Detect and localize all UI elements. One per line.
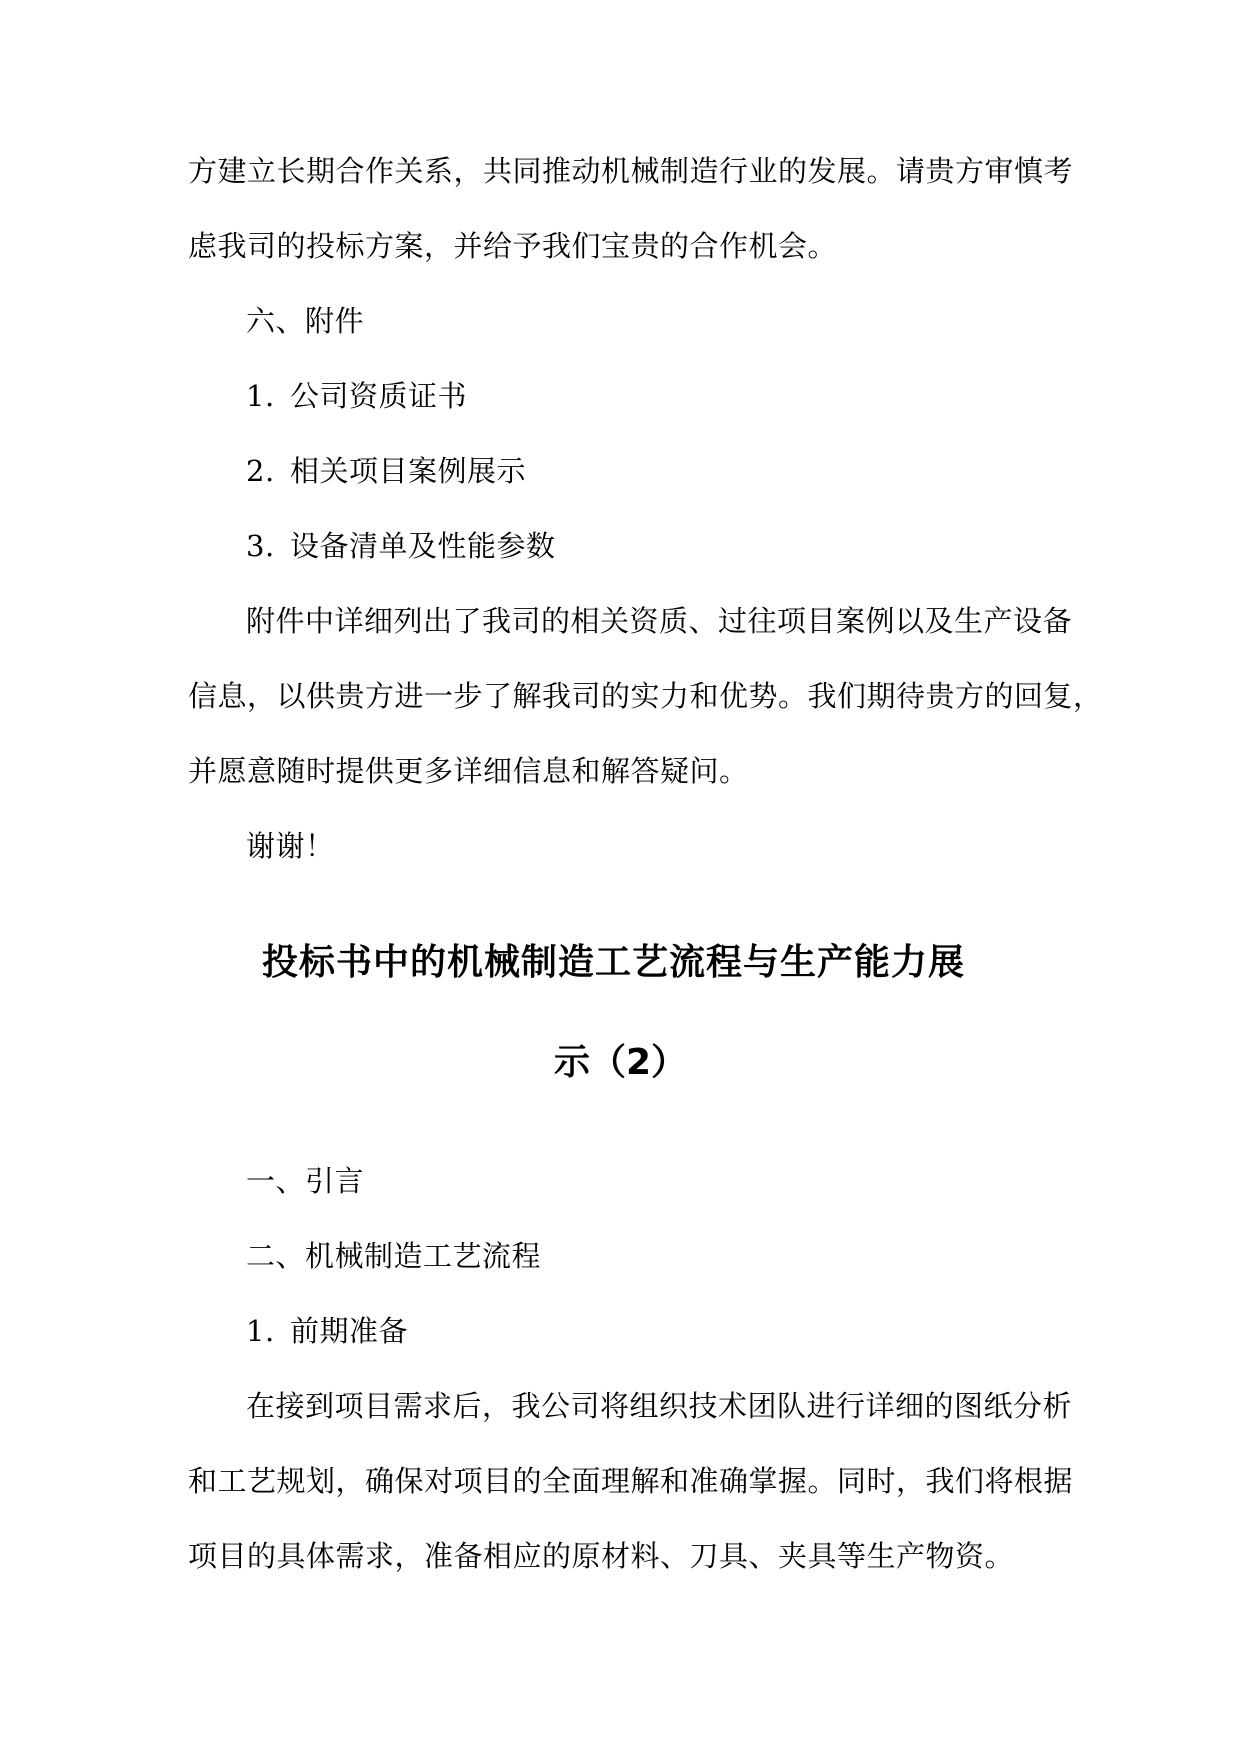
prep-paragraph-line-2: 和工艺规划，确保对项目的全面理解和准确掌握。同时，我们将根据 [188, 1464, 1074, 1498]
attachment-item-1 [246, 376, 1052, 416]
prep-paragraph-line-3: 项目的具体需求，准备相应的原材料、刀具、夹具等生产物资。 [188, 1539, 1015, 1573]
attachment-paragraph-line-1: 附件中详细列出了我司的相关资质、过往项目案例以及生产设备 [246, 604, 1073, 638]
subsection-1-number: 1. [246, 1314, 275, 1348]
intro-paragraph-line-1: 方建立长期合作关系，共同推动机械制造行业的发展。请贵方审慎考 [188, 154, 1074, 188]
attachment-item-1-text: 公司资质证书 [290, 379, 468, 413]
section-2-heading: 二、机械制造工艺流程 [246, 1239, 542, 1273]
attachment-item-2 [246, 451, 1052, 491]
document-title-line-1: 投标书中的机械制造工艺流程与生产能力展 [262, 942, 966, 983]
section-6-heading: 六、附件 [246, 304, 365, 338]
prep-paragraph-line-1: 在接到项目需求后，我公司将组织技术团队进行详细的图纸分析 [246, 1389, 1073, 1423]
attachment-item-1-number: 1. [246, 379, 275, 413]
subsection-1 [246, 1311, 1052, 1351]
thanks-text: 谢谢！ [246, 829, 335, 863]
attachment-item-3 [246, 526, 1052, 566]
subsection-1-text: 前期准备 [290, 1314, 409, 1348]
attachment-paragraph-line-3: 并愿意随时提供更多详细信息和解答疑问。 [188, 754, 749, 788]
document-title-line-2: 示（2） [553, 1042, 688, 1083]
attachment-item-3-text: 设备清单及性能参数 [290, 529, 556, 563]
section-1-heading: 一、引言 [246, 1164, 365, 1198]
attachment-item-3-number: 3. [246, 529, 275, 563]
intro-paragraph-line-2: 虑我司的投标方案，并给予我们宝贵的合作机会。 [188, 229, 838, 263]
attachment-item-2-text: 相关项目案例展示 [290, 454, 527, 488]
attachment-item-2-number: 2. [246, 454, 275, 488]
attachment-paragraph-line-2: 信息，以供贵方进一步了解我司的实力和优势。我们期待贵方的回复， [188, 679, 1103, 713]
